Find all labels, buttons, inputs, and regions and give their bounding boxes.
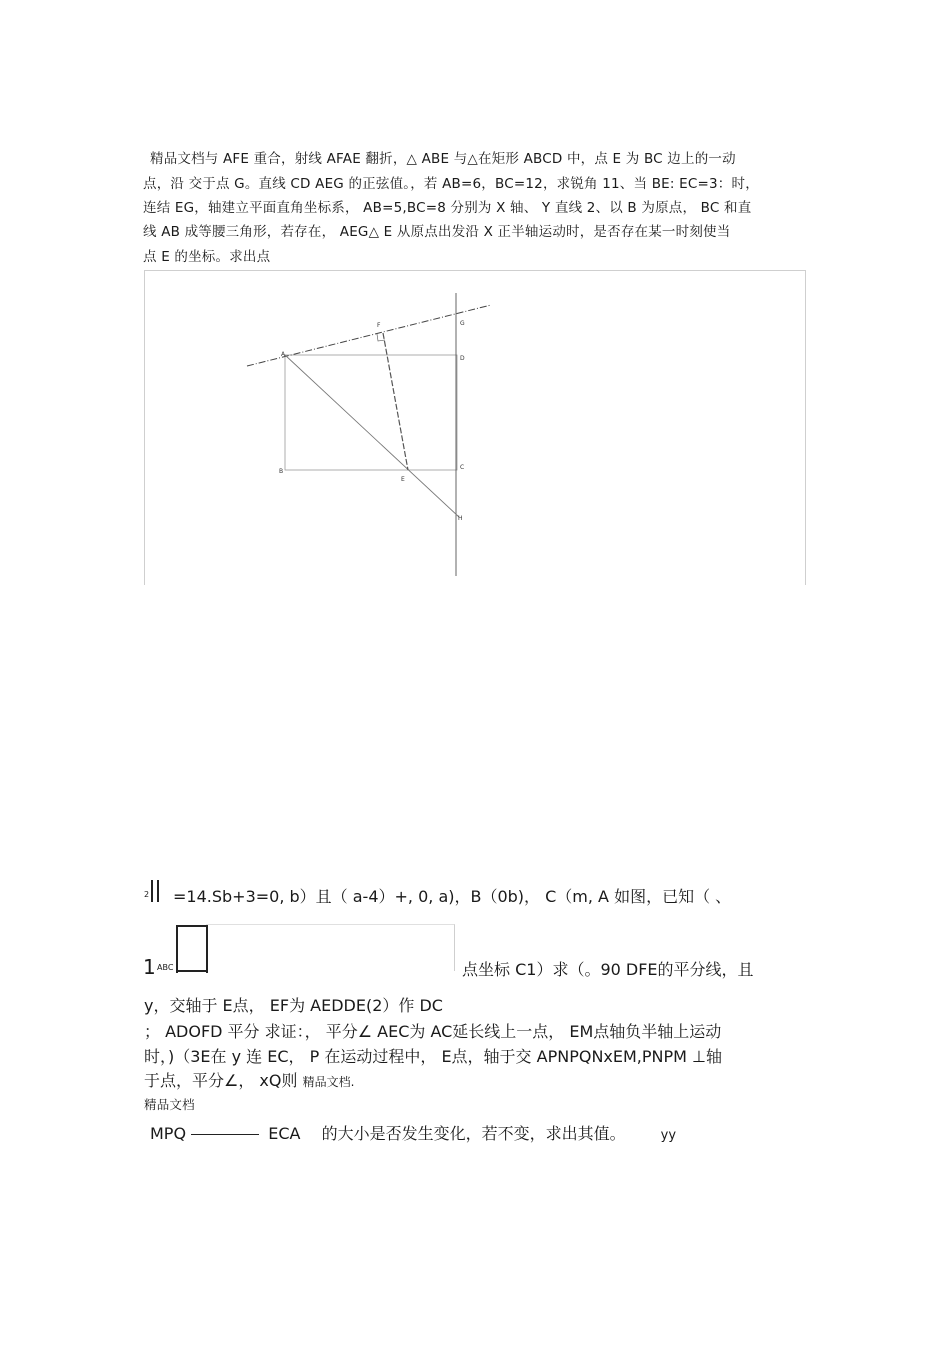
mpq-text: MPQ	[150, 1124, 187, 1143]
label-c: C	[460, 464, 465, 471]
label-a: A	[281, 351, 286, 358]
label-d: D	[460, 355, 465, 362]
absolute-value-bars	[151, 880, 163, 906]
para1-line1: 精品文档与 AFE 重合，射线 AFAE 翻折，△ ABE 与△在矩形 ABCD 中，点 E 为 BC 边上的一动	[150, 151, 736, 167]
faint-frame	[206, 924, 455, 971]
rectangle-abcd	[285, 355, 457, 470]
para2-line2: 点坐标 C1）求（。90 DFE的平分线，且	[462, 960, 754, 979]
para2-line1: =14.Sb+3=0, b）且（ a-4）+, 0, a)，B（0b)， C（m, A 如图，已知（ 、	[173, 887, 732, 906]
para1-line2: 点，沿 交于点 G。直线 CD AEG 的正弦值。，若 AB=6，BC=12，求锐角 11、当 BE: EC=3：时，	[143, 176, 759, 192]
superscript-2: 2	[144, 890, 150, 899]
label-h: H	[458, 515, 463, 522]
line-ah	[285, 355, 459, 517]
label-f: F	[377, 322, 381, 329]
geometry-diagram	[145, 271, 805, 585]
question-tail: 的大小是否发生变化，若不变，求出其值。	[321, 1124, 626, 1143]
para2-line6-main: 于点，平分∠， xQ则	[144, 1071, 298, 1090]
yy-text: yy	[660, 1128, 677, 1143]
question-line	[150, 1121, 676, 1144]
para2-line6-tail: 精品文档.	[302, 1075, 355, 1089]
para2-line6	[144, 1068, 354, 1091]
para2-line3: y，交轴于 E点， EF为 AEDDE(2）作 DC	[144, 996, 443, 1015]
eca-text: ECA	[268, 1124, 301, 1143]
label-g: G	[460, 320, 465, 327]
geometry-figure	[144, 270, 806, 585]
para1-line5: 点 E 的坐标。求出点	[143, 249, 271, 265]
blank-box	[176, 925, 208, 973]
label-b: B	[279, 468, 284, 475]
footer-label: 精品文档	[144, 1097, 195, 1112]
para2-line4: ； ADOFD 平分 求证：， 平分∠ AEC为 AC延长线上一点， EM点轴负半轴上运动	[144, 1022, 722, 1041]
para2-line5: 时，)（3E在 y 连 EC， P 在运动过程中， E点，轴于交 APNPQNxEM,PNPM ⊥轴	[144, 1047, 722, 1066]
blank-underline	[176, 970, 207, 972]
fraction-bar	[191, 1134, 259, 1135]
label-abc: ABC	[157, 963, 174, 972]
para2-one: 1	[143, 955, 156, 979]
para1-line3: 连结 EG，轴建立平面直角坐标系， AB=5,BC=8 分别为 X 轴、 Y 直线 2、以 B 为原点， BC 和直	[143, 200, 752, 216]
label-e: E	[401, 476, 405, 483]
para1-line4: 线 AB 成等腰三角形，若存在， AEG△ E 从原点出发沿 X 正半轴运动时，是否存在某一时刻使当	[143, 224, 731, 240]
